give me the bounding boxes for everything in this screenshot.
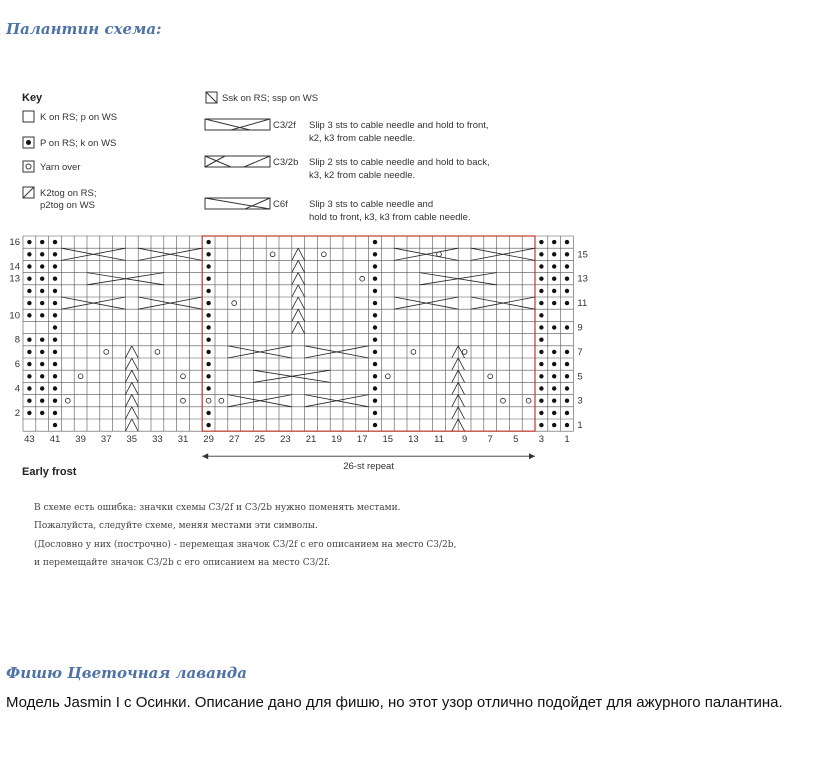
key-dot-icon xyxy=(26,140,31,145)
note-line-1: В схеме есть ошибка: значки схемы C3/2f и C3/2b нужно поменять местами. xyxy=(34,503,401,513)
purl-dot xyxy=(40,252,44,256)
purl-dot xyxy=(373,386,377,390)
purl-dot xyxy=(40,399,44,403)
purl-dot xyxy=(539,277,543,281)
yarn-over xyxy=(232,301,237,306)
purl-dot xyxy=(565,289,569,293)
note-line-2: Пожалуйста, следуйте схеме, меняя местами эти символы. xyxy=(34,521,318,531)
purl-dot xyxy=(206,374,210,378)
stitch-label: 3 xyxy=(538,434,545,446)
purl-dot xyxy=(206,313,210,317)
row-label-left: 13 xyxy=(9,273,20,285)
yarn-over xyxy=(488,374,493,379)
row-label-right: 9 xyxy=(577,322,583,334)
purl-dot xyxy=(373,338,377,342)
purl-dot xyxy=(539,252,543,256)
purl-dot xyxy=(552,289,556,293)
purl-dot xyxy=(40,350,44,354)
purl-dot xyxy=(206,252,210,256)
repeat-arrow-right-icon xyxy=(529,453,535,459)
key-cable-desc: Slip 3 sts to cable needle and xyxy=(309,199,434,210)
key-left-label: K on RS; p on WS xyxy=(40,112,118,123)
yarn-over xyxy=(411,350,416,355)
purl-dot xyxy=(565,411,569,415)
purl-dot xyxy=(539,240,543,244)
key-symbol-circle-square xyxy=(23,161,34,172)
purl-dot xyxy=(539,313,543,317)
purl-dot xyxy=(53,374,57,378)
purl-dot xyxy=(206,264,210,268)
purl-dot xyxy=(539,423,543,427)
purl-dot xyxy=(40,362,44,366)
stitch-label: 13 xyxy=(408,434,419,446)
yarn-over xyxy=(321,252,326,257)
purl-dot xyxy=(565,423,569,427)
stitch-label: 29 xyxy=(203,434,214,446)
purl-dot xyxy=(373,350,377,354)
purl-dot xyxy=(565,301,569,305)
purl-dot xyxy=(27,240,31,244)
purl-dot xyxy=(40,313,44,317)
purl-dot xyxy=(53,338,57,342)
purl-dot xyxy=(552,423,556,427)
purl-dot xyxy=(373,423,377,427)
purl-dot xyxy=(552,264,556,268)
yarn-over xyxy=(385,374,390,379)
purl-dot xyxy=(373,301,377,305)
purl-dot xyxy=(53,362,57,366)
purl-dot xyxy=(373,374,377,378)
purl-dot xyxy=(373,362,377,366)
stitch-label: 21 xyxy=(305,434,317,446)
yarn-over xyxy=(360,276,365,281)
purl-dot xyxy=(373,313,377,317)
purl-dot xyxy=(27,399,31,403)
purl-dot xyxy=(552,411,556,415)
purl-dot xyxy=(40,277,44,281)
purl-dot xyxy=(565,264,569,268)
purl-dot xyxy=(539,362,543,366)
yarn-over xyxy=(219,398,224,403)
purl-dot xyxy=(40,386,44,390)
purl-dot xyxy=(206,289,210,293)
purl-dot xyxy=(27,264,31,268)
row-label-right: 7 xyxy=(577,346,583,358)
chart-caption: Early frost xyxy=(22,466,77,479)
purl-dot xyxy=(27,277,31,281)
purl-dot xyxy=(565,386,569,390)
purl-dot xyxy=(40,411,44,415)
stitch-label: 37 xyxy=(100,434,112,446)
row-label-right: 1 xyxy=(577,420,583,432)
purl-dot xyxy=(206,325,210,329)
row-label-left: 16 xyxy=(9,237,20,249)
yarn-over xyxy=(206,398,211,403)
key-left-label: p2tog on WS xyxy=(40,200,95,211)
purl-dot xyxy=(53,399,57,403)
yarn-over xyxy=(501,398,506,403)
row-label-left: 10 xyxy=(9,310,20,322)
purl-dot xyxy=(552,277,556,281)
purl-dot xyxy=(539,411,543,415)
purl-dot xyxy=(53,252,57,256)
purl-dot xyxy=(373,325,377,329)
yarn-over xyxy=(181,374,186,379)
key-left-label: Yarn over xyxy=(40,162,81,173)
purl-dot xyxy=(27,350,31,354)
stitch-label: 5 xyxy=(513,434,519,446)
purl-dot xyxy=(552,252,556,256)
row-label-left: 2 xyxy=(14,407,20,419)
purl-dot xyxy=(552,240,556,244)
purl-dot xyxy=(539,350,543,354)
row-label-left: 4 xyxy=(14,383,20,395)
yarn-over xyxy=(104,350,109,355)
purl-dot xyxy=(552,325,556,329)
yarn-over xyxy=(462,350,467,355)
stitch-label: 7 xyxy=(487,434,493,446)
yarn-over xyxy=(65,398,70,403)
purl-dot xyxy=(539,264,543,268)
key-cable-code: C3/2b xyxy=(273,157,299,168)
purl-dot xyxy=(40,374,44,378)
purl-dot xyxy=(539,301,543,305)
row-label-left: 6 xyxy=(14,359,20,371)
purl-dot xyxy=(27,313,31,317)
stitch-label: 33 xyxy=(152,434,163,446)
purl-dot xyxy=(552,399,556,403)
purl-dot xyxy=(53,313,57,317)
row-label-left: 14 xyxy=(9,261,20,273)
key-cable-code: C3/2f xyxy=(273,120,296,131)
stitch-label: 19 xyxy=(331,434,342,446)
stitch-label: 43 xyxy=(24,434,35,446)
row-label-right: 11 xyxy=(577,298,588,310)
purl-dot xyxy=(40,289,44,293)
key-left-label: K2tog on RS; xyxy=(40,188,97,199)
row-label-right: 5 xyxy=(577,371,583,383)
key-cable-desc: Slip 3 sts to cable needle and hold to front, xyxy=(309,120,489,131)
purl-dot xyxy=(206,240,210,244)
key-title: Key xyxy=(22,92,43,104)
note-line-3: (Дословно у них (построчно) - перемещая значок C3/2f с его описанием на место C3/2b, xyxy=(34,540,457,550)
row-label-right: 13 xyxy=(577,273,588,285)
purl-dot xyxy=(565,240,569,244)
row-label-right: 3 xyxy=(577,395,583,407)
repeat-arrow-left-icon xyxy=(202,453,208,459)
purl-dot xyxy=(539,289,543,293)
purl-dot xyxy=(53,301,57,305)
stitch-label: 39 xyxy=(75,434,86,446)
purl-dot xyxy=(53,325,57,329)
purl-dot xyxy=(373,252,377,256)
purl-dot xyxy=(206,411,210,415)
key-cable-desc: hold to front, k3, k3 from cable needle. xyxy=(309,212,471,223)
purl-dot xyxy=(373,240,377,244)
key-ssk-label: Ssk on RS; ssp on WS xyxy=(222,93,319,104)
purl-dot xyxy=(539,374,543,378)
key-cable-desc: Slip 2 sts to cable needle and hold to back, xyxy=(309,157,490,168)
purl-dot xyxy=(206,350,210,354)
description-paragraph: Модель Jasmin I с Осинки. Описание дано для фишю, но этот узор отлично подойдет для ажурного палантина. xyxy=(6,694,783,711)
purl-dot xyxy=(373,411,377,415)
purl-dot xyxy=(40,338,44,342)
purl-dot xyxy=(565,374,569,378)
purl-dot xyxy=(53,386,57,390)
stitch-label: 35 xyxy=(126,434,138,446)
purl-dot xyxy=(206,277,210,281)
purl-dot xyxy=(27,289,31,293)
purl-dot xyxy=(40,264,44,268)
stitch-label: 9 xyxy=(461,434,468,446)
purl-dot xyxy=(27,386,31,390)
purl-dot xyxy=(539,399,543,403)
purl-dot xyxy=(27,252,31,256)
purl-dot xyxy=(373,289,377,293)
purl-dot xyxy=(53,240,57,244)
purl-dot xyxy=(552,350,556,354)
purl-dot xyxy=(539,325,543,329)
stitch-label: 15 xyxy=(382,434,394,446)
purl-dot xyxy=(53,264,57,268)
purl-dot xyxy=(539,338,543,342)
purl-dot xyxy=(40,240,44,244)
chart-grid xyxy=(23,236,573,431)
purl-dot xyxy=(565,325,569,329)
purl-dot xyxy=(27,301,31,305)
purl-dot xyxy=(53,350,57,354)
stitch-label: 23 xyxy=(280,434,291,446)
key-cable-desc: k2, k3 from cable needle. xyxy=(309,133,416,144)
purl-dot xyxy=(552,386,556,390)
purl-dot xyxy=(206,386,210,390)
yarn-over xyxy=(437,252,442,257)
key-symbol-empty-square xyxy=(23,111,34,122)
key-cable-code: C6f xyxy=(273,199,288,210)
row-label-right: 15 xyxy=(577,249,588,261)
note-line-4: и перемещайте значок C3/2b с его описанием на место C3/2f. xyxy=(34,558,330,568)
purl-dot xyxy=(27,362,31,366)
purl-dot xyxy=(53,423,57,427)
purl-dot xyxy=(565,350,569,354)
purl-dot xyxy=(552,374,556,378)
scheme-heading: Палантин схема: xyxy=(6,20,162,38)
purl-dot xyxy=(206,423,210,427)
purl-dot xyxy=(373,399,377,403)
stitch-label: 27 xyxy=(228,434,240,446)
purl-dot xyxy=(53,289,57,293)
stitch-label: 11 xyxy=(434,434,444,446)
purl-dot xyxy=(565,399,569,403)
repeat-label: 26-st repeat xyxy=(343,461,394,473)
yarn-over xyxy=(155,350,160,355)
key-left-label: P on RS; k on WS xyxy=(40,138,117,149)
purl-dot xyxy=(206,362,210,366)
purl-dot xyxy=(565,252,569,256)
stitch-label: 41 xyxy=(49,434,61,446)
purl-dot xyxy=(373,277,377,281)
purl-dot xyxy=(40,301,44,305)
stitch-label: 25 xyxy=(254,434,266,446)
purl-dot xyxy=(27,411,31,415)
purl-dot xyxy=(539,386,543,390)
purl-dot xyxy=(27,374,31,378)
purl-dot xyxy=(565,362,569,366)
purl-dot xyxy=(53,411,57,415)
yarn-over xyxy=(270,252,275,257)
purl-dot xyxy=(373,264,377,268)
stitch-label: 31 xyxy=(177,434,189,446)
yarn-over xyxy=(181,398,186,403)
stitch-label: 17 xyxy=(356,434,368,446)
chart-key xyxy=(22,92,490,223)
purl-dot xyxy=(552,362,556,366)
stitch-label: 1 xyxy=(564,434,570,446)
purl-dot xyxy=(552,301,556,305)
row-label-left: 8 xyxy=(14,334,20,346)
purl-dot xyxy=(206,301,210,305)
key-cable-desc: k3, k2 from cable needle. xyxy=(309,170,416,181)
yarn-over xyxy=(526,398,531,403)
purl-dot xyxy=(27,338,31,342)
fichu-heading: Фишю Цветочная лаванда xyxy=(6,664,247,682)
purl-dot xyxy=(53,277,57,281)
purl-dot xyxy=(565,277,569,281)
purl-dot xyxy=(206,338,210,342)
yarn-over xyxy=(78,374,83,379)
